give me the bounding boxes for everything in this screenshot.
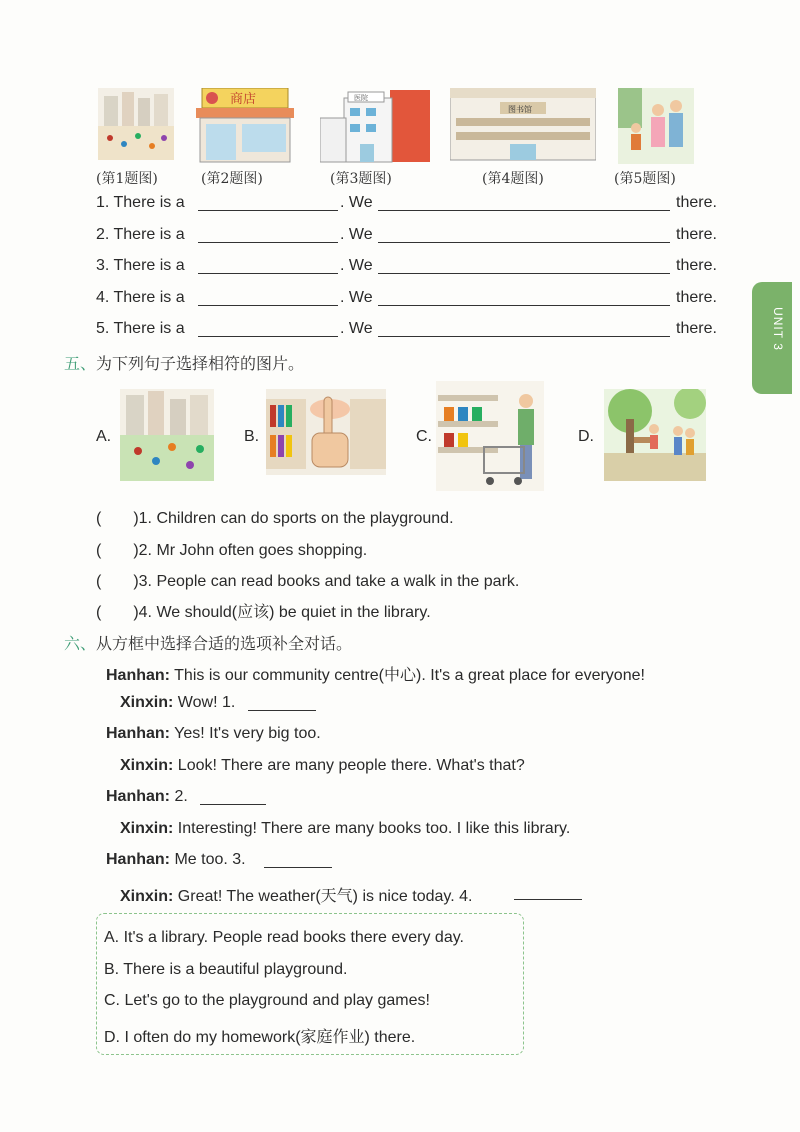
unit-tab-label: UNIT 3	[770, 307, 785, 351]
speaker: Hanhan:	[106, 667, 170, 684]
line-text: Wow! 1.	[177, 694, 236, 711]
sentence-3: ( )3. People can read books and take a walk in the park.	[96, 573, 520, 590]
shop-sign: 商店	[230, 92, 257, 107]
fill-suffix: there.	[676, 320, 717, 337]
option-a: A. It's a library. People read books there every day.	[104, 929, 464, 946]
fill-number: 2.	[96, 226, 110, 243]
speaker: Xinxin:	[120, 757, 174, 774]
speaker: Xinxin:	[120, 694, 174, 711]
fill-prefix: There is a	[113, 257, 185, 274]
fill-mid: . We	[340, 289, 373, 306]
sentence-1: ( )1. Children can do sports on the playground.	[96, 510, 454, 527]
figure-2-shop	[196, 88, 294, 164]
speaker: Xinxin:	[120, 888, 174, 905]
figure-3-hospital	[320, 88, 432, 164]
picture-d-park	[604, 389, 706, 481]
dialogue-line-6	[120, 820, 570, 838]
caption-4: (第4题图)	[482, 171, 544, 187]
dialogue-blank-3[interactable]	[264, 867, 332, 868]
answer-blank-activity[interactable]	[378, 305, 670, 306]
dialogue-line-1	[106, 662, 645, 685]
fill-suffix: there.	[676, 194, 717, 211]
option-d: D. I often do my homework(家庭作业) there.	[104, 1029, 416, 1046]
dialogue-line-7	[106, 851, 246, 869]
option-b: B. There is a beautiful playground.	[104, 961, 348, 978]
line-text: Me too. 3.	[174, 851, 246, 868]
section-5-heading	[64, 351, 304, 374]
line-text: This is our community centre(中心). It's a great place for everyone!	[174, 667, 645, 684]
option-c: C. Let's go to the playground and play games!	[104, 992, 430, 1009]
section-title: 为下列句子选择相符的图片。	[96, 354, 305, 373]
sentence-2: ( )2. Mr John often goes shopping.	[96, 542, 368, 559]
fill-prefix: There is a	[113, 194, 185, 211]
dialogue-blank-1[interactable]	[248, 710, 316, 711]
dialogue-line-3	[106, 725, 321, 743]
fill-number: 5.	[96, 320, 110, 337]
library-sign: 图书馆	[508, 105, 532, 114]
fill-mid: . We	[340, 194, 373, 211]
fill-suffix: there.	[676, 226, 717, 243]
answer-blank-place[interactable]	[198, 336, 338, 337]
section-title: 从方框中选择合适的选项补全对话。	[96, 634, 353, 653]
fill-prefix: There is a	[113, 226, 185, 243]
caption-1: (第1题图)	[96, 171, 158, 187]
dialogue-blank-4[interactable]	[514, 899, 582, 900]
fill-number: 3.	[96, 257, 110, 274]
unit-tab	[752, 282, 792, 394]
answer-blank-activity[interactable]	[378, 273, 670, 274]
fill-prefix: There is a	[113, 320, 185, 337]
line-text: Look! There are many people there. What's that?	[177, 757, 525, 774]
answer-blank-activity[interactable]	[378, 210, 670, 211]
speaker: Hanhan:	[106, 725, 170, 742]
dialogue-line-4	[120, 757, 525, 775]
answer-blank-place[interactable]	[198, 305, 338, 306]
figure-5-family	[618, 88, 694, 164]
picture-b-library-quiet	[266, 389, 386, 475]
answer-blank-place[interactable]	[198, 273, 338, 274]
fill-prefix: There is a	[113, 289, 185, 306]
section-number: 六、	[64, 636, 97, 653]
pic-label-c: C.	[416, 428, 432, 445]
line-text: Great! The weather(天气) is nice today. 4.	[177, 888, 473, 905]
section-number: 五、	[64, 356, 97, 373]
line-text: Interesting! There are many books too. I like this library.	[177, 820, 571, 837]
fill-mid: . We	[340, 226, 373, 243]
fill-number: 4.	[96, 289, 110, 306]
dialogue-blank-2[interactable]	[200, 804, 266, 805]
dialogue-line-2	[120, 694, 235, 712]
picture-c-shopping	[436, 381, 544, 491]
fill-suffix: there.	[676, 289, 717, 306]
fill-suffix: there.	[676, 257, 717, 274]
line-text: 2.	[174, 788, 188, 805]
line-text: Yes! It's very big too.	[174, 725, 321, 742]
section-6-heading	[64, 631, 352, 654]
speaker: Xinxin:	[120, 820, 174, 837]
answer-blank-place[interactable]	[198, 210, 338, 211]
dialogue-line-5	[106, 788, 188, 806]
figure-4-library	[450, 88, 596, 162]
answer-blank-activity[interactable]	[378, 336, 670, 337]
picture-a-playground	[120, 389, 214, 481]
speaker: Hanhan:	[106, 788, 170, 805]
dialogue-line-8	[120, 883, 472, 906]
answer-blank-place[interactable]	[198, 242, 338, 243]
sentence-4: ( )4. We should(应该) be quiet in the library.	[96, 604, 431, 621]
fill-mid: . We	[340, 320, 373, 337]
pic-label-a: A.	[96, 428, 112, 445]
speaker: Hanhan:	[106, 851, 170, 868]
pic-label-d: D.	[578, 428, 594, 445]
fill-mid: . We	[340, 257, 373, 274]
fill-number: 1.	[96, 194, 110, 211]
caption-2: (第2题图)	[201, 171, 263, 187]
hospital-sign: 医院	[354, 94, 368, 102]
caption-3: (第3题图)	[330, 171, 392, 187]
pic-label-b: B.	[244, 428, 260, 445]
answer-blank-activity[interactable]	[378, 242, 670, 243]
figure-1-playground	[98, 88, 174, 160]
caption-5: (第5题图)	[614, 171, 676, 187]
